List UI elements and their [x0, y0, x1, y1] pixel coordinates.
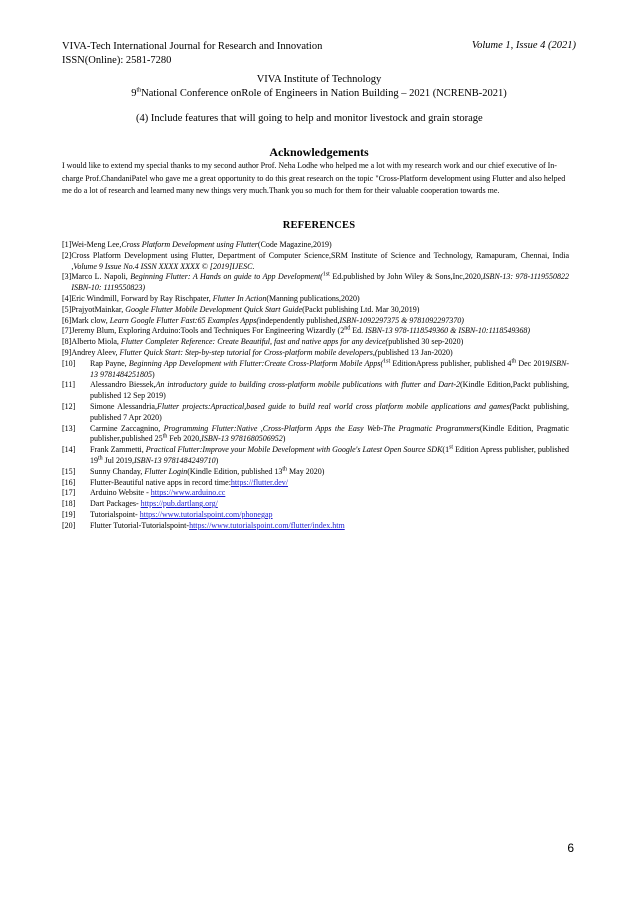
reference-item	[62, 305, 569, 316]
journal-name: VIVA-Tech International Journal for Research and Innovation	[62, 41, 323, 52]
reference-text: Eric Windmill, Forward by Ray Rischpater, Flutter In Action(Manning publications,2020)	[71, 293, 360, 303]
reference-item	[62, 467, 569, 478]
conference-edition-num: 9	[131, 88, 137, 99]
reference-text: Marco L. Napoli, Beginning Flutter: A Hands on guide to App Development($^{1st}$ Ed.published by John Wiley & Sons,Inc,2020,ISBN-13: 978-1119550822 ISBN-10: 1119550823)	[71, 271, 569, 293]
reference-item	[62, 251, 569, 273]
reference-item	[62, 510, 569, 521]
journal-volume: Volume 1, Issue 4 (2021)	[471, 40, 576, 51]
reference-number: [17]	[62, 488, 76, 498]
reference-number: [6]	[62, 315, 72, 325]
reference-item	[62, 348, 569, 359]
reference-item	[62, 316, 569, 327]
reference-text: Alberto Miola, Flutter Completer Reference: Create Beautiful, fast and native apps for any device(published 30 sep-2020)	[71, 337, 464, 347]
reference-text: Rap Payne, Beginning App Development with Flutter:Create Cross-Platform Mobile Apps($^{1st}$ EditionApress publisher, published 4th Dec 2019ISBN-13 9781484251805)	[90, 358, 570, 379]
reference-number: [11]	[62, 380, 76, 390]
reference-text: Andrey Aleev, Flutter Quick Start: Step-by-step tutorial for Cross-platform mobile developers,(published 13 Jan-2020)	[71, 347, 453, 357]
reference-text: Arduino Website - https://www.arduino.cc	[90, 488, 226, 498]
reference-text: Carmine Zaccagnino, Programming Flutter:Native ,Cross-Platform Apps the Easy Web-The Pragmatic Programmers(Kindle Edition, Pragmatic publisher,published 25th Feb 2020,ISBN-13 9781680506952)	[90, 423, 570, 444]
reference-item	[62, 337, 569, 348]
journal-issn: ISSN(Online): 2581-7280	[62, 55, 172, 66]
reference-text: Tutorialspoint- https://www.tutorialspoint.com/phonegap	[90, 509, 273, 519]
references-list	[62, 240, 569, 532]
reference-item	[62, 380, 569, 402]
reference-text: PrajyotMainkar, Google Flutter Mobile Development Quick Start Guide(Packt publishing Ltd. Mar 30,2019)	[71, 304, 420, 314]
reference-number: [14]	[62, 445, 76, 455]
conference-edition-sup: th	[136, 87, 142, 94]
reference-link[interactable]: https://www.arduino.cc	[150, 488, 226, 498]
reference-item	[62, 521, 569, 532]
reference-link[interactable]: https://www.tutorialspoint.com/phonegap	[139, 509, 273, 519]
journal-header	[62, 40, 322, 68]
reference-number: [3]	[62, 272, 72, 282]
reference-number: [15]	[62, 466, 76, 476]
reference-text: Simone Alessandria,Flutter projects:Apractical,based guide to build real world cross platform mobile applications and games(Packt publishing, published 7 Apr 2020)	[90, 401, 569, 422]
reference-text: Frank Zammetti, Practical Flutter:Improve your Mobile Development with Google's Latest Open Source SDK(1st Edition Apress publisher, published 19th Jul 2019,ISBN-13 9781484249710)	[90, 444, 569, 465]
references-title: REFERENCES	[282, 220, 356, 231]
reference-text: Flutter Tutorial-Tutorialspoint-https://www.tutorialspoint.com/flutter/index.htm	[90, 520, 345, 530]
reference-number: [5]	[62, 304, 72, 314]
reference-number: [8]	[62, 337, 72, 347]
page-number: 6	[567, 841, 574, 855]
reference-number: [18]	[62, 499, 76, 509]
reference-item	[62, 294, 569, 305]
reference-text: Jeremy Blum, Exploring Arduino:Tools and Techniques For Engineering Wizardly (2nd Ed. ISBN-13 978-1118549360 & ISBN-10:1118549368)	[71, 325, 531, 336]
reference-number: [20]	[62, 520, 76, 530]
reference-item	[62, 424, 569, 446]
reference-number: [13]	[62, 423, 76, 433]
reference-text: Alessandro Biessek,An introductory guide to building cross-platform mobile publications with flutter and Dart-2(Kindle Edition,Packt publishing, published 12 Sep 2019)	[90, 380, 569, 401]
reference-text: Flutter-Beautiful native apps in record time:https://flutter.dev/	[90, 477, 289, 487]
reference-text: Mark clow, Learn Google Flutter Fast:65 Examples Apps(independently published,ISBN-1092297375 & 9781092297370)	[71, 315, 464, 325]
reference-number: [2]	[62, 250, 72, 260]
reference-number: [1]	[62, 240, 72, 249]
reference-text: Sunny Chanday, Flutter Login(Kindle Edition, published 13th May 2020)	[90, 466, 325, 476]
reference-item	[62, 272, 569, 294]
reference-link[interactable]: https://pub.dartlang.org/	[140, 499, 218, 509]
reference-link[interactable]: https://www.tutorialspoint.com/flutter/index.htm	[189, 520, 345, 530]
reference-number: [12]	[62, 401, 76, 411]
reference-item	[62, 499, 569, 510]
conference-title	[0, 88, 638, 99]
reference-text: Wei-Meng Lee,Cross Platform Development using Flutter(Code Magazine,2019)	[71, 240, 332, 249]
reference-item	[62, 445, 569, 467]
reference-item	[62, 240, 569, 251]
reference-item	[62, 326, 569, 337]
reference-number: [10]	[62, 358, 76, 368]
reference-number: [9]	[62, 347, 72, 357]
reference-item	[62, 478, 569, 489]
acknowledgements-body: I would like to extend my special thanks to my second author Prof. Neha Lodhe who helped me a lot with my research work and our chief executive of In-charge Prof.ChandaniPatel who gave me a great opportunity to do this great research on the topic "Cross-Platform development using Flutter and also helped me do a lot of research and learned many new things very much.Thank you so much for them for their valuable cooperation towards me.	[62, 161, 566, 196]
reference-number: [16]	[62, 477, 76, 487]
reference-item	[62, 402, 569, 424]
reference-text: Dart Packages- https://pub.dartlang.org/	[90, 499, 218, 509]
feature-item-4: (4) Include features that will going to help and monitor livestock and grain storage	[136, 113, 483, 124]
reference-number: [7]	[62, 326, 72, 336]
conference-name: National Conference onRole of Engineers in Nation Building – 2021 (NCRENB-2021)	[141, 88, 507, 99]
reference-item	[62, 359, 569, 381]
conference-institute: VIVA Institute of Technology	[256, 74, 382, 85]
acknowledgements-title: Acknowledgements	[269, 145, 369, 159]
reference-number: [19]	[62, 509, 76, 519]
reference-item	[62, 488, 569, 499]
reference-number: [4]	[62, 293, 72, 303]
reference-text: Cross Platform Development using Flutter, Department of Computer Science,SRM Institute of Science and Technology, Ramapuram, Chennai, India ,Volume 9 Issue No.4 ISSN XXXX XXXX © [2019]IJESC.	[71, 250, 569, 271]
reference-link[interactable]: https://flutter.dev/	[230, 477, 289, 487]
